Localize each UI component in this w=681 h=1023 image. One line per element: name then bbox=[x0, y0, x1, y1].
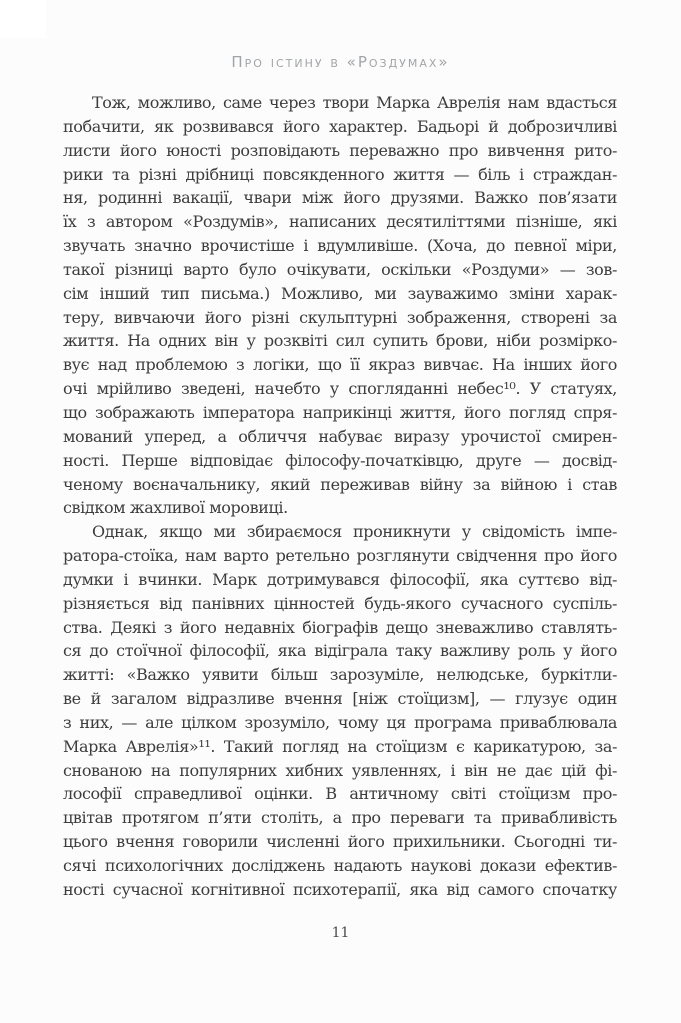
text-line: рики та різні дрібниці повсякденного життя — біль і страждан- bbox=[63, 164, 617, 184]
text-line: житті: «Важко уявити більш зарозуміле, нелюдське, буркітли- bbox=[63, 665, 617, 685]
text-line: з них, — але цілком зрозуміло, чому ця програма приваблювала bbox=[63, 712, 617, 732]
text-line: ратора-стоїка, нам варто ретельно розглянути свідчення про його bbox=[63, 546, 617, 566]
text-line: ченому воєначальнику, який переживав війну за війною і став bbox=[63, 474, 617, 494]
text-line: Тож, можливо, саме через твори Марка Аврелія нам вдасться bbox=[92, 93, 617, 112]
text-line: вує над проблемою з логіки, що її якраз вивчає. На інших його bbox=[63, 355, 617, 375]
paragraph bbox=[63, 91, 617, 520]
corner-artifact bbox=[0, 0, 46, 38]
page-number: 11 bbox=[331, 925, 350, 941]
text-line: ства. Деякі з його недавніх біографів дещо зневажливо ставлять- bbox=[63, 617, 617, 637]
paragraph bbox=[63, 520, 617, 902]
text-line: життя. На одних він у розквіті сил супить брови, ніби розмірко- bbox=[63, 331, 617, 351]
text-line: мований уперед, а обличчя набуває виразу урочистої смирен- bbox=[63, 426, 617, 446]
text-line: їх з автором «Роздумів», написаних десятиліттями пізніше, які bbox=[63, 212, 617, 232]
text-line: Однак, якщо ми збираємося проникнути у свідомість імпе- bbox=[92, 522, 617, 542]
text-line: теру, вивчаючи його різні скульптурні зображення, створені за bbox=[63, 307, 617, 327]
text-line: снованою на популярних хибних уявленнях, і він не дає цій фі- bbox=[63, 760, 617, 780]
text-line: ності сучасної когнітивної психотерапії, яка від самого спочатку bbox=[63, 879, 617, 899]
page-text bbox=[63, 91, 617, 902]
running-header: Про істину в «Роздумах» bbox=[231, 53, 450, 71]
text-line: цвітав протягом п’яти століть, а про переваги та привабливість bbox=[63, 808, 617, 828]
text-line: звучать значно врочистіше і вдумливіше. (Хоча, до певної міри, bbox=[63, 236, 617, 256]
text-line: побачити, як розвивався його характер. Бадьорі й доброзичливі bbox=[63, 116, 617, 136]
text-line: листи його юності розповідають переважно про вивчення рито- bbox=[63, 140, 617, 160]
text-line: такої різниці варто було очікувати, оскільки «Роздуми» — зов- bbox=[63, 259, 617, 279]
text-line: свідком жахливої моровиці. bbox=[63, 498, 288, 518]
text-line: сячі психологічних досліджень надають наукові докази ефектив- bbox=[63, 856, 617, 875]
text-line: ве й загалом відразливе вчення [ніж стоїцизм], — глузує один bbox=[63, 689, 617, 709]
text-line: різняється від панівних цінностей будь-якого сучасного суспіль- bbox=[63, 593, 617, 613]
text-line: ності. Перше відповідає філософу-початківцю, друге — досвід- bbox=[63, 450, 617, 470]
text-line: лософії справедливої оцінки. В античному світі стоїцизм про- bbox=[63, 784, 617, 804]
text-line: Марка Аврелія»¹¹. Такий погляд на стоїцизм є карикатурою, за- bbox=[63, 736, 617, 756]
text-line: думки і вчинки. Марк дотримувався філософії, яка суттєво від- bbox=[63, 569, 617, 589]
text-line: що зображають імператора наприкінці життя, його погляд спря- bbox=[63, 402, 617, 422]
text-line: ня, родинні вакації, чвари між його друзями. Важко пов’язати bbox=[63, 188, 617, 208]
text-line: цього вчення говорили численні його прихильники. Сьогодні ти- bbox=[63, 832, 617, 852]
text-line: сім інший тип письма.) Можливо, ми зауважимо зміни харак- bbox=[63, 283, 617, 303]
text-line: очі мрійливо зведені, начебто у спогляданні небес¹⁰. У статуях, bbox=[63, 379, 617, 399]
text-line: ся до стоїчної філософії, яка відіграла таку важливу роль у його bbox=[63, 641, 617, 661]
